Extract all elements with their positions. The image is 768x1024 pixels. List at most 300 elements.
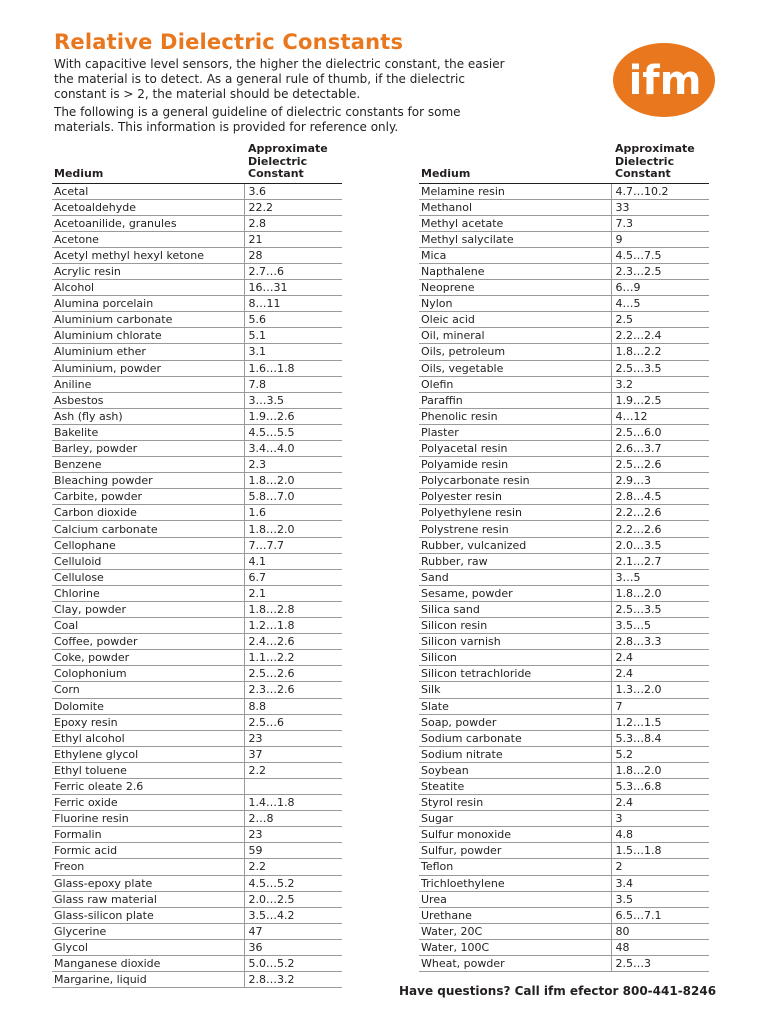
table-row <box>52 521 342 537</box>
medium-cell: Freon <box>52 859 244 875</box>
constant-cell: 2.4 <box>611 795 709 811</box>
constant-cell: 2.8…3.3 <box>611 634 709 650</box>
table-row <box>52 682 342 698</box>
constant-cell: 2.3…2.6 <box>244 682 342 698</box>
medium-cell: Coke, powder <box>52 650 244 666</box>
table-row <box>52 746 342 762</box>
medium-cell: Polyester resin <box>419 489 611 505</box>
table-row <box>52 972 342 988</box>
medium-cell: Sesame, powder <box>419 585 611 601</box>
dielectric-table-left <box>52 143 342 988</box>
constant-cell: 2.7…6 <box>244 263 342 279</box>
medium-cell: Methyl salycilate <box>419 231 611 247</box>
medium-cell: Acetoaldehyde <box>52 199 244 215</box>
table-row <box>419 923 709 939</box>
medium-cell: Acetone <box>52 231 244 247</box>
medium-cell: Glycol <box>52 939 244 955</box>
table-row <box>52 634 342 650</box>
medium-cell: Melamine resin <box>419 183 611 199</box>
medium-cell: Acetyl methyl hexyl ketone <box>52 247 244 263</box>
medium-cell: Trichloethylene <box>419 875 611 891</box>
table-row <box>419 312 709 328</box>
table-row <box>52 231 342 247</box>
medium-cell: Epoxy resin <box>52 714 244 730</box>
constant-cell: 7.3 <box>611 215 709 231</box>
medium-cell: Ethylene glycol <box>52 746 244 762</box>
table-row <box>419 473 709 489</box>
table-row <box>419 827 709 843</box>
medium-cell: Soap, powder <box>419 714 611 730</box>
constant-cell: 1.5…1.8 <box>611 843 709 859</box>
table-row <box>419 521 709 537</box>
constant-cell: 1.9…2.6 <box>244 408 342 424</box>
table-row <box>419 601 709 617</box>
medium-cell: Sulfur, powder <box>419 843 611 859</box>
constant-cell: 80 <box>611 923 709 939</box>
constant-cell: 6…9 <box>611 280 709 296</box>
constant-cell: 4.1 <box>244 553 342 569</box>
table-row <box>419 939 709 955</box>
table-row <box>52 714 342 730</box>
constant-cell: 7 <box>611 698 709 714</box>
table-row <box>52 907 342 923</box>
constant-cell: 2.8…4.5 <box>611 489 709 505</box>
medium-cell: Urethane <box>419 907 611 923</box>
constant-cell: 4…5 <box>611 296 709 312</box>
medium-cell: Silica sand <box>419 601 611 617</box>
table-row <box>419 875 709 891</box>
medium-cell: Formic acid <box>52 843 244 859</box>
medium-cell: Calcium carbonate <box>52 521 244 537</box>
intro-paragraph-1: With capacitive level sensors, the higher the dielectric constant, the easier the material is to detect. As a general rule of thumb, if the dielectric constant is > 2, the material should be detectable. <box>54 57 505 101</box>
medium-cell: Coal <box>52 618 244 634</box>
table-row <box>419 795 709 811</box>
medium-cell: Silicon tetrachloride <box>419 666 611 682</box>
table-row <box>52 360 342 376</box>
table-row <box>52 585 342 601</box>
medium-cell: Cellulose <box>52 569 244 585</box>
table-row <box>419 666 709 682</box>
medium-cell: Methanol <box>419 199 611 215</box>
table-row <box>52 843 342 859</box>
constant-cell: 3.5…4.2 <box>244 907 342 923</box>
constant-cell: 4.8 <box>611 827 709 843</box>
constant-cell: 2.5…3 <box>611 956 709 972</box>
medium-cell: Chlorine <box>52 585 244 601</box>
medium-cell: Ethyl alcohol <box>52 730 244 746</box>
medium-cell: Acetal <box>52 183 244 199</box>
table-row <box>52 698 342 714</box>
medium-cell: Oil, mineral <box>419 328 611 344</box>
table-row <box>419 537 709 553</box>
table-row <box>419 585 709 601</box>
constant-cell: 6.5…7.1 <box>611 907 709 923</box>
constant-cell: 2.2…2.4 <box>611 328 709 344</box>
table-row <box>52 263 342 279</box>
medium-cell: Ferric oxide <box>52 795 244 811</box>
constant-cell: 5.6 <box>244 312 342 328</box>
table-row <box>52 328 342 344</box>
table-row <box>52 569 342 585</box>
constant-cell: 3.4 <box>611 875 709 891</box>
constant-cell: 4.5…5.2 <box>244 875 342 891</box>
table-row <box>419 907 709 923</box>
medium-cell: Mica <box>419 247 611 263</box>
constant-cell: 23 <box>244 730 342 746</box>
medium-cell: Asbestos <box>52 392 244 408</box>
constant-cell: 23 <box>244 827 342 843</box>
table-row <box>419 296 709 312</box>
table-row <box>419 569 709 585</box>
medium-cell: Polyethylene resin <box>419 505 611 521</box>
constant-cell: 1.2…1.5 <box>611 714 709 730</box>
constant-cell: 3 <box>611 811 709 827</box>
table-header-row <box>52 143 342 183</box>
constant-cell: 3.4…4.0 <box>244 441 342 457</box>
constant-cell: 5.1 <box>244 328 342 344</box>
medium-cell: Rubber, vulcanized <box>419 537 611 553</box>
table-row <box>419 457 709 473</box>
table-row <box>419 634 709 650</box>
medium-cell: Glycerine <box>52 923 244 939</box>
medium-cell: Water, 100C <box>419 939 611 955</box>
footer-contact: Have questions? Call ifm efector 800-441-8246 <box>399 984 717 998</box>
constant-cell: 5.3…6.8 <box>611 778 709 794</box>
medium-cell: Sulfur monoxide <box>419 827 611 843</box>
medium-cell: Aluminium carbonate <box>52 312 244 328</box>
table-row <box>419 263 709 279</box>
medium-cell: Phenolic resin <box>419 408 611 424</box>
table-row <box>419 843 709 859</box>
constant-cell: 4.7…10.2 <box>611 183 709 199</box>
page-title: Relative Dielectric Constants <box>54 30 404 54</box>
table-row <box>52 312 342 328</box>
medium-cell: Sodium carbonate <box>419 730 611 746</box>
constant-cell: 8.8 <box>244 698 342 714</box>
medium-cell: Oils, vegetable <box>419 360 611 376</box>
constant-cell: 21 <box>244 231 342 247</box>
constant-cell: 1.2…1.8 <box>244 618 342 634</box>
constant-cell: 2.3…2.5 <box>611 263 709 279</box>
constant-cell: 2.2 <box>244 859 342 875</box>
constant-cell: 3.2 <box>611 376 709 392</box>
medium-cell: Napthalene <box>419 263 611 279</box>
table-row <box>419 247 709 263</box>
table-row <box>52 601 342 617</box>
constant-cell: 3.1 <box>244 344 342 360</box>
table-row <box>419 891 709 907</box>
medium-cell: Plaster <box>419 424 611 440</box>
medium-cell: Aniline <box>52 376 244 392</box>
table-row <box>52 553 342 569</box>
medium-cell: Sodium nitrate <box>419 746 611 762</box>
constant-cell: 3.5…5 <box>611 618 709 634</box>
table-row <box>419 392 709 408</box>
table-row <box>419 730 709 746</box>
medium-header: Medium <box>419 143 611 183</box>
constant-cell: 2.2…2.6 <box>611 505 709 521</box>
constant-cell: 2.5…3.5 <box>611 360 709 376</box>
medium-cell: Soybean <box>419 762 611 778</box>
medium-cell: Celluloid <box>52 553 244 569</box>
ifm-logo <box>612 42 716 118</box>
table-row <box>419 424 709 440</box>
table-row <box>419 746 709 762</box>
medium-cell: Glass-silicon plate <box>52 907 244 923</box>
table-row <box>419 682 709 698</box>
table-row <box>419 183 709 199</box>
table-row <box>52 215 342 231</box>
intro-paragraph-2: The following is a general guideline of dielectric constants for some materials. This information is provided for reference only. <box>54 105 461 134</box>
constant-cell: 2.5 <box>611 312 709 328</box>
medium-cell: Sugar <box>419 811 611 827</box>
constant-cell: 28 <box>244 247 342 263</box>
constant-cell: 5.0…5.2 <box>244 956 342 972</box>
constant-cell: 7.8 <box>244 376 342 392</box>
table-row <box>419 859 709 875</box>
table-row <box>419 505 709 521</box>
medium-cell: Fluorine resin <box>52 811 244 827</box>
constant-cell: 2.4…2.6 <box>244 634 342 650</box>
constant-cell: 2.5…2.6 <box>244 666 342 682</box>
medium-cell: Oleic acid <box>419 312 611 328</box>
medium-cell: Methyl acetate <box>419 215 611 231</box>
constant-cell: 8…11 <box>244 296 342 312</box>
medium-cell: Silicon varnish <box>419 634 611 650</box>
medium-cell: Benzene <box>52 457 244 473</box>
constant-cell: 1.8…2.2 <box>611 344 709 360</box>
medium-cell: Colophonium <box>52 666 244 682</box>
constant-cell <box>244 778 342 794</box>
medium-cell: Rubber, raw <box>419 553 611 569</box>
table-row <box>419 344 709 360</box>
medium-cell: Aluminium chlorate <box>52 328 244 344</box>
medium-cell: Wheat, powder <box>419 956 611 972</box>
medium-cell: Aluminium, powder <box>52 360 244 376</box>
constant-cell: 1.1…2.2 <box>244 650 342 666</box>
constant-cell: 2.1…2.7 <box>611 553 709 569</box>
medium-cell: Carbite, powder <box>52 489 244 505</box>
medium-cell: Ferric oleate 2.6 <box>52 778 244 794</box>
medium-cell: Clay, powder <box>52 601 244 617</box>
table-row <box>419 778 709 794</box>
table-row <box>52 199 342 215</box>
constant-cell: 3…3.5 <box>244 392 342 408</box>
table-row <box>52 666 342 682</box>
constant-cell: 2.1 <box>244 585 342 601</box>
table-row <box>52 344 342 360</box>
table-row <box>52 956 342 972</box>
constant-cell: 2 <box>611 859 709 875</box>
table-row <box>419 215 709 231</box>
medium-cell: Nylon <box>419 296 611 312</box>
table-row <box>419 762 709 778</box>
constant-cell: 2.9…3 <box>611 473 709 489</box>
medium-cell: Alumina porcelain <box>52 296 244 312</box>
constant-cell: 2.2…2.6 <box>611 521 709 537</box>
constant-cell: 2.5…3.5 <box>611 601 709 617</box>
medium-cell: Cellophane <box>52 537 244 553</box>
medium-cell: Sand <box>419 569 611 585</box>
constant-cell: 1.8…2.0 <box>244 473 342 489</box>
constant-cell: 2.4 <box>611 666 709 682</box>
medium-cell: Olefin <box>419 376 611 392</box>
constant-cell: 2.6…3.7 <box>611 441 709 457</box>
table-row <box>52 827 342 843</box>
table-row <box>419 360 709 376</box>
table-row <box>52 280 342 296</box>
medium-cell: Coffee, powder <box>52 634 244 650</box>
medium-cell: Polystrene resin <box>419 521 611 537</box>
table-row <box>419 811 709 827</box>
medium-cell: Dolomite <box>52 698 244 714</box>
constant-header: Approximate Dielectric Constant <box>244 143 342 183</box>
medium-cell: Barley, powder <box>52 441 244 457</box>
medium-cell: Water, 20C <box>419 923 611 939</box>
medium-cell: Silk <box>419 682 611 698</box>
constant-cell: 1.8…2.0 <box>244 521 342 537</box>
constant-cell: 48 <box>611 939 709 955</box>
constant-cell: 5.8…7.0 <box>244 489 342 505</box>
table-row <box>419 199 709 215</box>
table-row <box>52 875 342 891</box>
table-row <box>419 408 709 424</box>
constant-cell: 7…7.7 <box>244 537 342 553</box>
medium-cell: Styrol resin <box>419 795 611 811</box>
table-row <box>52 618 342 634</box>
constant-header: Approximate Dielectric Constant <box>611 143 709 183</box>
constant-cell: 2.8…3.2 <box>244 972 342 988</box>
table-row <box>52 891 342 907</box>
constant-cell: 47 <box>244 923 342 939</box>
constant-cell: 33 <box>611 199 709 215</box>
medium-cell: Alcohol <box>52 280 244 296</box>
table-row <box>52 392 342 408</box>
table-row <box>52 778 342 794</box>
constant-cell: 3.5 <box>611 891 709 907</box>
table-row <box>419 956 709 972</box>
medium-cell: Polyacetal resin <box>419 441 611 457</box>
constant-cell: 3.6 <box>244 183 342 199</box>
table-row <box>52 489 342 505</box>
table-row <box>419 441 709 457</box>
table-row <box>52 296 342 312</box>
medium-cell: Urea <box>419 891 611 907</box>
constant-cell: 1.8…2.8 <box>244 601 342 617</box>
medium-cell: Ethyl toluene <box>52 762 244 778</box>
constant-cell: 2.5…2.6 <box>611 457 709 473</box>
table-row <box>419 328 709 344</box>
medium-cell: Bleaching powder <box>52 473 244 489</box>
constant-cell: 1.6…1.8 <box>244 360 342 376</box>
constant-cell: 16…31 <box>244 280 342 296</box>
table-row <box>419 698 709 714</box>
constant-cell: 1.4…1.8 <box>244 795 342 811</box>
table-row <box>52 457 342 473</box>
table-row <box>52 408 342 424</box>
medium-cell: Neoprene <box>419 280 611 296</box>
table-row <box>52 762 342 778</box>
table-row <box>419 376 709 392</box>
medium-cell: Silicon resin <box>419 618 611 634</box>
table-row <box>419 231 709 247</box>
medium-cell: Oils, petroleum <box>419 344 611 360</box>
constant-cell: 2.8 <box>244 215 342 231</box>
constant-cell: 2.0…2.5 <box>244 891 342 907</box>
constant-cell: 1.3…2.0 <box>611 682 709 698</box>
dielectric-table-right <box>419 143 709 972</box>
constant-cell: 2.5…6.0 <box>611 424 709 440</box>
medium-cell: Formalin <box>52 827 244 843</box>
table-row <box>52 473 342 489</box>
constant-cell: 1.9…2.5 <box>611 392 709 408</box>
medium-cell: Steatite <box>419 778 611 794</box>
table-row <box>52 424 342 440</box>
constant-cell: 2.4 <box>611 650 709 666</box>
medium-cell: Margarine, liquid <box>52 972 244 988</box>
logo-text: ifm <box>628 58 702 104</box>
constant-cell: 9 <box>611 231 709 247</box>
medium-cell: Polycarbonate resin <box>419 473 611 489</box>
constant-cell: 6.7 <box>244 569 342 585</box>
constant-cell: 22.2 <box>244 199 342 215</box>
constant-cell: 59 <box>244 843 342 859</box>
medium-cell: Polyamide resin <box>419 457 611 473</box>
constant-cell: 1.8…2.0 <box>611 762 709 778</box>
medium-cell: Glass-epoxy plate <box>52 875 244 891</box>
medium-cell: Glass raw material <box>52 891 244 907</box>
table-row <box>419 553 709 569</box>
medium-cell: Acetoanilide, granules <box>52 215 244 231</box>
medium-cell: Corn <box>52 682 244 698</box>
table-row <box>419 280 709 296</box>
constant-cell: 2…8 <box>244 811 342 827</box>
table-row <box>52 811 342 827</box>
medium-cell: Manganese dioxide <box>52 956 244 972</box>
medium-cell: Aluminium ether <box>52 344 244 360</box>
table-row <box>419 489 709 505</box>
medium-cell: Silicon <box>419 650 611 666</box>
medium-cell: Acrylic resin <box>52 263 244 279</box>
table-row <box>419 714 709 730</box>
constant-cell: 36 <box>244 939 342 955</box>
constant-cell: 4…12 <box>611 408 709 424</box>
table-row <box>419 650 709 666</box>
constant-cell: 1.6 <box>244 505 342 521</box>
medium-cell: Slate <box>419 698 611 714</box>
medium-header: Medium <box>52 143 244 183</box>
constant-cell: 2.0…3.5 <box>611 537 709 553</box>
table-row <box>52 537 342 553</box>
constant-cell: 1.8…2.0 <box>611 585 709 601</box>
medium-cell: Teflon <box>419 859 611 875</box>
table-row <box>52 505 342 521</box>
constant-cell: 4.5…5.5 <box>244 424 342 440</box>
table-row <box>52 859 342 875</box>
intro-text <box>54 57 514 138</box>
constant-cell: 5.3…8.4 <box>611 730 709 746</box>
table-row <box>52 247 342 263</box>
constant-cell: 2.2 <box>244 762 342 778</box>
table-header-row <box>419 143 709 183</box>
table-row <box>52 939 342 955</box>
table-row <box>52 923 342 939</box>
constant-cell: 2.5…6 <box>244 714 342 730</box>
medium-cell: Carbon dioxide <box>52 505 244 521</box>
constant-cell: 4.5…7.5 <box>611 247 709 263</box>
constant-cell: 5.2 <box>611 746 709 762</box>
table-row <box>52 183 342 199</box>
